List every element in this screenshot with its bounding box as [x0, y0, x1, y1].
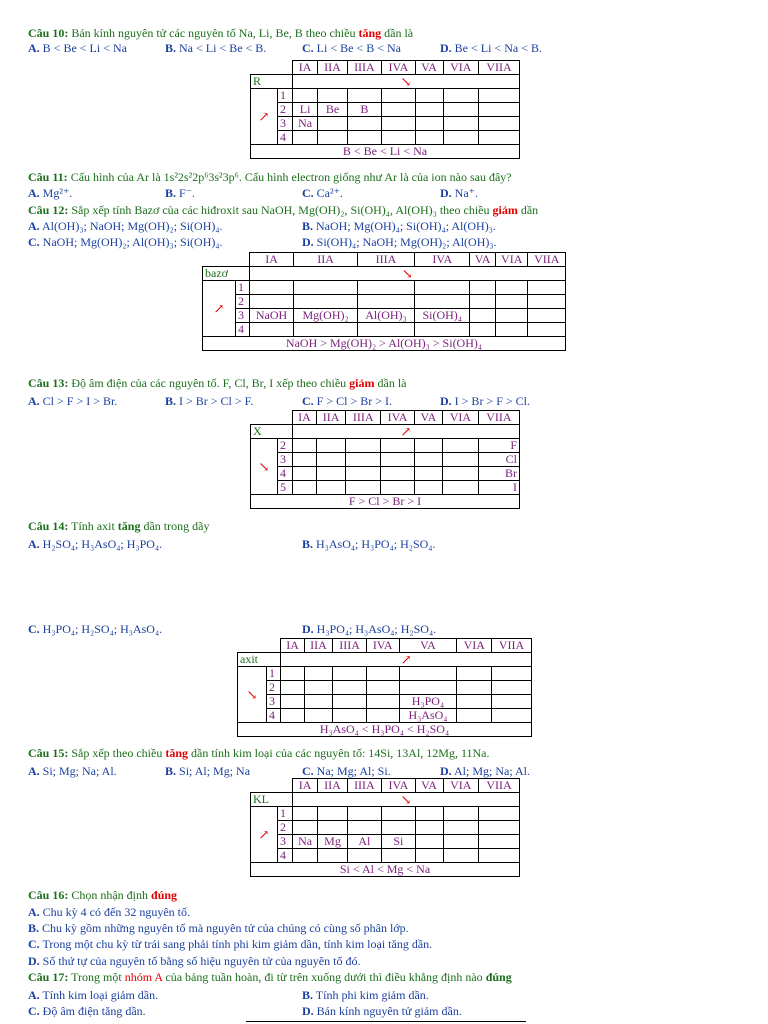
arrow-icon: ↗: [203, 281, 236, 337]
table-corner-label: X: [251, 425, 293, 439]
q16-option-a[interactable]: A. Chu kỳ 4 có đến 32 nguyên tố.: [28, 905, 190, 919]
q14-option-c[interactable]: C. H₃PO₄; H₂SO₄; H₃AsO₄.: [28, 622, 163, 636]
q10-stem: Câu 10: Bán kính nguyên tử các nguyên tố Na, Li, Be, B theo chiều tăng dần là: [28, 26, 414, 40]
q15-stem: Câu 15: Sắp xếp theo chiều tăng dần tính kim loại của các nguyên tố: 14Si, 13Al, 12Mg, 11Na.: [28, 746, 490, 760]
q11-option-c[interactable]: C. Ca²⁺.: [302, 186, 343, 200]
q11-option-a[interactable]: A. Mg²⁺.: [28, 186, 73, 200]
q16-option-b[interactable]: B. Chu kỳ gồm những nguyên tố mà nguyên tử của chúng có cùng số phân lớp.: [28, 921, 409, 935]
q15-option-b[interactable]: B. Si; Al; Mg; Na: [165, 764, 251, 778]
q17-stem: Câu 17: Trong một nhóm A của bảng tuần hoàn, đi từ trên xuống dưới thì điều khẳng định nào đúng: [28, 970, 512, 984]
q14-option-a[interactable]: A. H₂SO₄; H₃AsO₄; H₃PO₄.: [28, 537, 163, 551]
arrow-icon: ↗: [281, 653, 532, 667]
table-corner-label: bazơ: [203, 267, 250, 281]
arrow-icon: ↘: [238, 667, 267, 723]
table-edge: [246, 1021, 526, 1022]
q14-stem: Câu 14: Tính axit tăng dần trong dãy: [28, 519, 210, 533]
table-order-result: F > Cl > Br > I: [251, 495, 520, 509]
q13-periodic-table: IA IIA IIIA IVA VA VIA VIIA X ↗ ↘ 2 F 3 Cl 4 Br 5 I F > Cl > Br > I: [250, 410, 520, 509]
q14-option-b[interactable]: B. H₃AsO₄; H₃PO₄; H₂SO₄.: [302, 537, 436, 551]
q13-option-c[interactable]: C. F > Cl > Br > I.: [302, 394, 392, 408]
q11-option-d[interactable]: D. Na⁺.: [440, 186, 478, 200]
table-order-result: H₃AsO₄ < H₃PO₄ < H₂SO₄: [238, 723, 532, 737]
q13-option-d[interactable]: D. I > Br > F > Cl.: [440, 394, 530, 408]
table-corner-label: axit: [238, 653, 281, 667]
q11-option-b[interactable]: B. F⁻.: [165, 186, 196, 200]
arrow-icon: ↗: [251, 89, 278, 145]
q11-stem: Câu 11: Cấu hình của Ar là 1s²2s²2p⁶3s²3p⁶. Cấu hình electron giống như Ar là của ion nào sau đây?: [28, 170, 512, 184]
q17-option-b[interactable]: B. Tính phi kim giảm dần.: [302, 988, 429, 1002]
q16-option-d[interactable]: D. Số thứ tự của nguyên tố bằng số hiệu nguyên tử của nguyên tố đó.: [28, 954, 361, 968]
arrow-icon: ↗: [251, 807, 278, 863]
q10-periodic-table: IA IIA IIIA IVA VA VIA VIIA R ↘ ↗ 1 2 Li Be B 3 Na 4 B < Be < Li < Na: [250, 60, 520, 159]
table-corner-label: R: [251, 75, 293, 89]
arrow-icon: ↘: [251, 439, 278, 495]
q10-option-a[interactable]: A. B < Be < Li < Na: [28, 41, 127, 55]
q15-periodic-table: IA IIA IIIA IVA VA VIA VIIA KL ↘ ↗ 1 2 3 Na Mg Al Si 4 Si < Al < Mg < Na: [250, 778, 520, 877]
q13-stem: Câu 13: Độ âm điện của các nguyên tố. F, Cl, Br, I xếp theo chiều giảm dần là: [28, 376, 407, 390]
table-corner-label: KL: [251, 793, 293, 807]
q10-option-b[interactable]: B. Na < Li < Be < B.: [165, 41, 267, 55]
q14-option-d[interactable]: D. H₃PO₄; H₃AsO₄; H₂SO₄.: [302, 622, 437, 636]
q10-option-c[interactable]: C. Li < Be < B < Na: [302, 41, 401, 55]
q12-option-b[interactable]: B. NaOH; Mg(OH)₄; Si(OH)₄; Al(OH)₃.: [302, 219, 496, 233]
q12-option-c[interactable]: C. NaOH; Mg(OH)₂; Al(OH)₃; Si(OH)₄.: [28, 235, 223, 249]
table-order-result: Si < Al < Mg < Na: [251, 863, 520, 877]
arrow-icon: ↘: [249, 267, 565, 281]
q16-stem: Câu 16: Chọn nhận định đúng: [28, 888, 178, 902]
q14-periodic-table: IA IIA IIIA IVA VA VIA VIIA axit ↗ ↘ 1 2 3 H₃PO₄ 4 H₃AsO₄ H₃AsO₄ < H₃PO₄ < H₂SO₄: [237, 638, 532, 737]
q17-option-d[interactable]: D. Bán kính nguyên tử giảm dần.: [302, 1004, 462, 1018]
question-number: Câu 10:: [28, 26, 69, 40]
q13-option-a[interactable]: A. Cl > F > I > Br.: [28, 394, 118, 408]
q12-stem: Câu 12: Sắp xếp tính Bazơ của các hiđroxit sau NaOH, Mg(OH)₂, Si(OH)₄, Al(OH)₃ theo chiều giảm dần: [28, 203, 539, 217]
q12-option-a[interactable]: A. Al(OH)₃; NaOH; Mg(OH)₂; Si(OH)₄.: [28, 219, 223, 233]
table-order-result: B < Be < Li < Na: [251, 145, 520, 159]
arrow-icon: ↗: [292, 425, 519, 439]
arrow-icon: ↘: [292, 793, 519, 807]
q12-option-d[interactable]: D. Si(OH)₄; NaOH; Mg(OH)₂; Al(OH)₃.: [302, 235, 497, 249]
q15-option-d[interactable]: D. Al; Mg; Na; Al.: [440, 764, 531, 778]
table-order-result: NaOH > Mg(OH)₂ > Al(OH)₃ > Si(OH)₄: [203, 337, 566, 351]
q13-option-b[interactable]: B. I > Br > Cl > F.: [165, 394, 254, 408]
q16-option-c[interactable]: C. Trong một chu kỳ từ trái sang phải tính phi kim giảm dần, tính kim loại tăng dần.: [28, 937, 433, 951]
q17-option-c[interactable]: C. Độ âm điện tăng dần.: [28, 1004, 146, 1018]
q10-option-d[interactable]: D. Be < Li < Na < B.: [440, 41, 542, 55]
q17-option-a[interactable]: A. Tính kim loại giảm dần.: [28, 988, 159, 1002]
q12-periodic-table: IA IIA IIIA IVA VA VIA VIIA bazơ ↘ ↗ 1 2 3 NaOH Mg(OH)₂ Al(OH)₃ Si(OH)₄ 4 NaOH > Mg(OH)₂ > Al(OH)₃ > Si(OH)₄: [202, 252, 566, 351]
q15-option-a[interactable]: A. Si; Mg; Na; Al.: [28, 764, 117, 778]
q15-option-c[interactable]: C. Na; Mg; Al; Si.: [302, 764, 391, 778]
arrow-icon: ↘: [292, 75, 519, 89]
